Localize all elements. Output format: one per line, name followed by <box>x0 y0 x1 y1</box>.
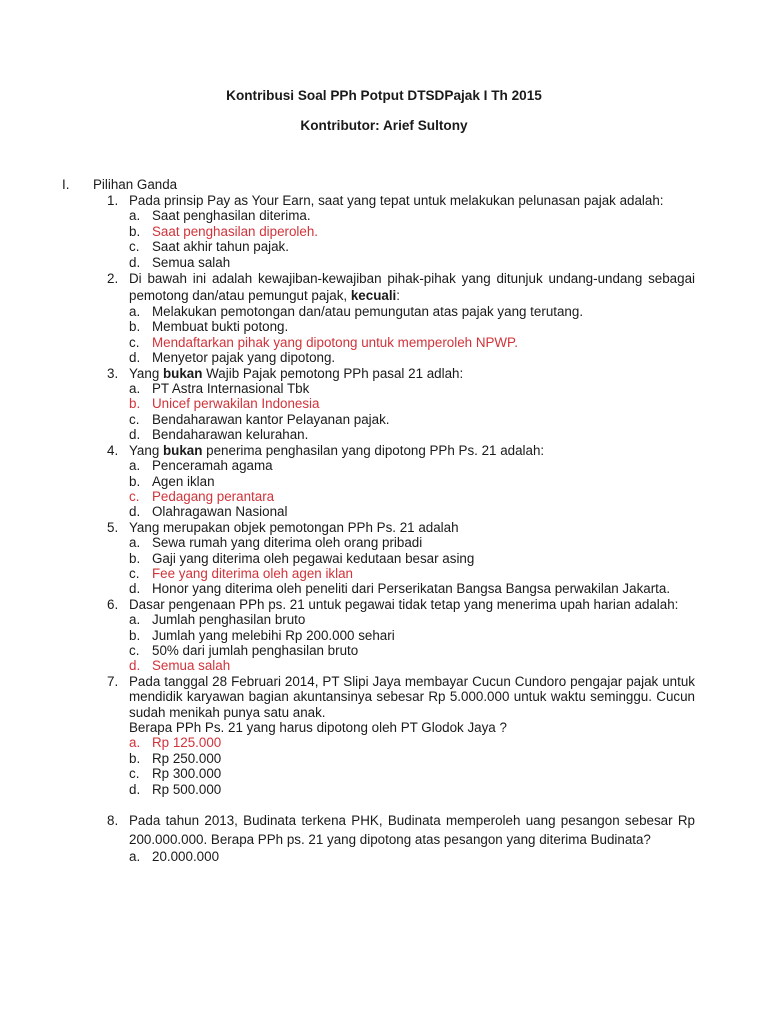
option-d: d. Bendaharawan kelurahan. <box>129 427 309 443</box>
question-text: Yang bukan Wajib Pajak pemotong PPh pasal 21 adlah: <box>129 365 464 381</box>
option-d: d. Menyetor pajak yang dipotong. <box>129 350 336 366</box>
question-number: 2. <box>107 271 119 287</box>
question-number: 8. <box>107 813 119 829</box>
question-number: 3. <box>107 365 119 381</box>
emphasis-keyword: bukan <box>163 365 203 381</box>
question-2 <box>107 270 695 366</box>
option-c: c. Saat akhir tahun pajak. <box>129 239 289 255</box>
option-c: c. Rp 300.000 <box>129 766 222 782</box>
question-1 <box>107 193 695 270</box>
section-label: Pilihan Ganda <box>93 177 178 192</box>
option-b: b. Membuat bukti potong. <box>129 319 289 335</box>
option-c-correct: c. Fee yang diterima oleh agen iklan <box>129 565 353 581</box>
option-a: a. Jumlah penghasilan bruto <box>129 612 306 628</box>
question-8 <box>107 811 695 864</box>
section-number: I. <box>62 177 70 192</box>
question-7 <box>107 674 695 797</box>
question-number: 5. <box>107 519 119 535</box>
option-b: b. Jumlah yang melebihi Rp 200.000 sehari <box>129 627 395 643</box>
question-3 <box>107 366 695 443</box>
question-number: 1. <box>107 193 119 208</box>
option-c: c. Bendaharawan kantor Pelayanan pajak. <box>129 411 390 427</box>
question-text: Pada tanggal 28 Februari 2014, PT Slipi Jaya membayar Cucun Cundoro pengajar pajak untuk mendidik karyawan bagian akuntansinya sebesar Rp 5.000.000 untuk waktu seminggu. Cucun sudah menikah punya satu anak. <box>129 673 695 720</box>
question-text: Pada prinsip Pay as Your Earn, saat yang tepat untuk melakukan pelunasan pajak adalah: <box>129 193 664 208</box>
option-c: c. 50% dari jumlah penghasilan bruto <box>129 642 359 658</box>
question-text: Pada tahun 2013, Budinata terkena PHK, Budinata memperoleh uang pesangon sebesar Rp 200.000.000. Berapa PPh ps. 21 yang dipotong atas pesangon yang diterima Budinata? <box>129 813 695 848</box>
option-a: a. 20.000.000 <box>129 849 220 865</box>
option-a: a. Penceramah agama <box>129 458 273 474</box>
option-a: a. Melakukan pemotongan dan/atau pemungutan atas pajak yang terutang. <box>129 304 584 320</box>
question-text: Yang merupakan objek pemotongan PPh Ps. 21 adalah <box>129 519 459 535</box>
option-b: b. Agen iklan <box>129 473 215 489</box>
option-d: d. Honor yang diterima oleh peneliti dari Perserikatan Bangsa Bangsa perwakilan Jakarta. <box>129 581 671 597</box>
question-number: 7. <box>107 673 119 689</box>
question-number: 4. <box>107 442 119 458</box>
option-d-correct: d. Semua salah <box>129 658 231 674</box>
option-d: d. Semua salah <box>129 254 231 270</box>
question-number: 6. <box>107 596 119 612</box>
contributor-line: Kontributor: Arief Sultony <box>300 118 468 133</box>
option-b: b. Rp 250.000 <box>129 750 222 766</box>
option-b-correct: b. Unicef perwakilan Indonesia <box>129 396 320 412</box>
option-d: d. Olahragawan Nasional <box>129 504 288 520</box>
option-d: d. Rp 500.000 <box>129 781 222 797</box>
question-6 <box>107 597 695 674</box>
option-c-correct: c. Pedagang perantara <box>129 488 275 504</box>
option-a-correct: a. Rp 125.000 <box>129 735 222 751</box>
option-c-correct: c. Mendaftarkan pihak yang dipotong untuk memperoleh NPWP. <box>129 334 518 350</box>
emphasis-keyword: bukan <box>163 442 203 458</box>
question-text: Di bawah ini adalah kewajiban-kewajiban pihak-pihak yang ditunjuk undang-undang sebagai pemotong dan/atau pemungut pajak, kecuali: <box>129 271 695 304</box>
option-b-correct: b. Saat penghasilan diperoleh. <box>129 223 319 239</box>
emphasis-keyword: kecuali <box>350 288 397 304</box>
document-title: Kontribusi Soal PPh Potput DTSDPajak I Th 2015 <box>226 88 542 103</box>
section-heading <box>62 177 702 193</box>
question-4 <box>107 443 695 520</box>
option-b: b. Gaji yang diterima oleh pegawai kedutaan besar asing <box>129 550 475 566</box>
option-a: a. PT Astra Internasional Tbk <box>129 381 310 397</box>
question-text: Dasar pengenaan PPh ps. 21 untuk pegawai tidak tetap yang menerima upah harian adalah: <box>129 596 679 612</box>
section-multiple-choice <box>62 177 702 864</box>
option-a: a. Saat penghasilan diterima. <box>129 208 311 224</box>
spacer <box>62 797 702 811</box>
option-a: a. Sewa rumah yang diterima oleh orang pribadi <box>129 535 423 551</box>
question-5 <box>107 520 695 597</box>
question-text: Yang bukan penerima penghasilan yang dipotong PPh Ps. 21 adalah: <box>129 442 545 458</box>
question-prompt: Berapa PPh Ps. 21 yang harus dipotong oleh PT Glodok Jaya ? <box>129 720 507 735</box>
